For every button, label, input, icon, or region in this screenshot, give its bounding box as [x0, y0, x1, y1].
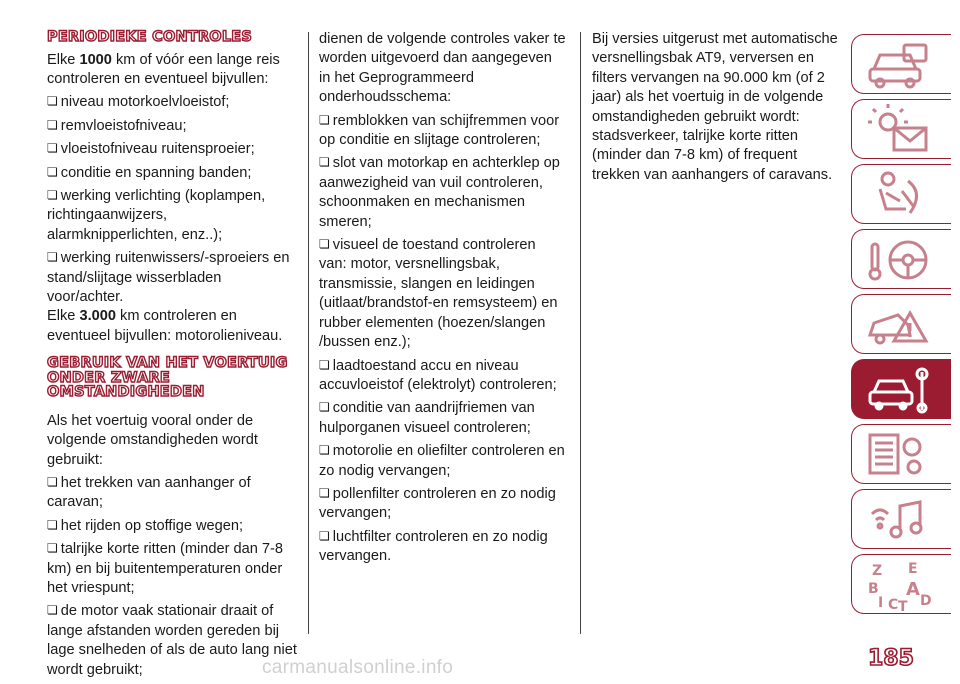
tab-safety[interactable]	[851, 164, 951, 224]
list-item: ❏ talrijke korte ritten (minder dan 7-8 km) en bij buitentemperaturen onder het vriespunt;	[47, 540, 299, 598]
paragraph-intro: Elke 1000 km of vóór een lange reis controleren en eventueel bijvullen:	[47, 51, 280, 87]
tab-index[interactable]	[851, 554, 951, 614]
heading-periodieke-controles: PERIODIEKE CONTROLES	[47, 29, 253, 45]
svg-text:T: T	[898, 599, 908, 611]
chapter-tabs	[851, 34, 953, 619]
tab-dashboard[interactable]	[851, 34, 951, 94]
paragraph-conditions: Als het voertuig vooral onder de volgende omstandigheden wordt gebruikt:	[47, 412, 258, 468]
list-item: ❏ slot van motorkap en achterklep op aanwezigheid van vuil controleren, schoonmaken en mechanismen smeren;	[319, 154, 567, 232]
list-item: ❏ pollenfilter controleren en zo nodig vervangen;	[319, 485, 567, 524]
list-item: ❏ laadtoestand accu en niveau accuvloeistof (elektrolyt) controleren;	[319, 357, 567, 396]
list-item: ❏ de motor vaak stationair draait of lange afstanden worden gereden bij lage snelheden of als de auto lang niet wordt gebruikt;	[47, 602, 299, 680]
paragraph-at9: Bij versies uitgerust met automatische versnellingsbak AT9, verversen en filters vervangen na 90.000 km (of 2 jaar) als het voertuig in de volgende omstandigheden gebruikt wordt: stadsverkeer, talrijke korte ritten (minder dan 7-8 km) of frequent trekken van aanhangers of caravans.	[592, 31, 838, 183]
list-item: ❏ conditie en spanning banden;	[47, 164, 299, 183]
car-wrench-icon	[864, 364, 934, 416]
column-divider	[308, 32, 309, 634]
list-item: ❏ luchtfilter controleren en zo nodig vervangen.	[319, 528, 567, 567]
multimedia-icon	[864, 494, 934, 546]
heading-zware-omstandigheden: GEBRUIK VAN HET VOERTUIG ONDER ZWARE OMSTANDIGHEDEN	[47, 355, 288, 401]
airbag-seat-icon	[864, 169, 934, 221]
list-item: ❏ het trekken van aanhanger of caravan;	[47, 474, 299, 513]
list-item: ❏ remvloeistofniveau;	[47, 117, 299, 136]
tab-multimedia[interactable]	[851, 489, 951, 549]
svg-text:C: C	[888, 597, 899, 611]
column-3	[592, 30, 842, 189]
svg-text:E: E	[908, 561, 918, 577]
paragraph-intro-col2: dienen de volgende controles vaker te worden uitgevoerd dan aangegeven in het Geprogrammeerd onderhoudsschema:	[319, 31, 566, 106]
list-item: ❏ vloeistofniveau ruitensproeier;	[47, 140, 299, 159]
tab-technical-data[interactable]	[851, 424, 951, 484]
svg-text:D: D	[920, 593, 932, 609]
column-divider	[580, 32, 581, 634]
warning-light-message-icon	[864, 104, 934, 156]
alphabet-index-icon	[864, 559, 934, 611]
tab-starting-driving[interactable]	[851, 229, 951, 289]
column-1	[47, 30, 299, 684]
car-dashboard-icon	[864, 39, 934, 91]
paragraph-3000km: Elke 3.000 km controleren en eventueel bijvullen: motorolieniveau.	[47, 308, 283, 344]
car-crash-warning-icon	[864, 299, 934, 351]
list-item: ❏ werking verlichting (koplampen, richtingaanwijzers, alarmknipperlichten, enz..);	[47, 187, 299, 245]
steering-wheel-key-icon	[864, 234, 934, 286]
list-item: ❏ conditie van aandrijfriemen van hulporganen visueel controleren;	[319, 399, 567, 438]
list-item: ❏ het rijden op stoffige wegen;	[47, 517, 299, 536]
watermark: carmanualsonline.info	[262, 657, 454, 678]
list-item: ❏ remblokken van schijfremmen voor op conditie en slijtage controleren;	[319, 112, 567, 151]
svg-text:A: A	[906, 579, 920, 600]
svg-text:I: I	[878, 595, 884, 611]
page-number: 185	[868, 646, 914, 671]
column-2	[319, 30, 567, 571]
tab-maintenance[interactable]	[851, 359, 951, 419]
list-item: ❏ motorolie en oliefilter controleren en zo nodig vervangen;	[319, 442, 567, 481]
tab-warning-lights[interactable]	[851, 99, 951, 159]
svg-text:Z: Z	[872, 563, 883, 579]
data-gear-icon	[864, 429, 934, 481]
list-item: ❏ niveau motorkoelvloeistof;	[47, 93, 299, 112]
list-item: ❏ visueel de toestand controleren van: motor, versnellingsbak, transmissie, slangen en leidingen (uitlaat/brandstof-en remsysteem) en rubber elementen (hoezen/slangen /bussen enz.);	[319, 236, 567, 352]
svg-text:B: B	[868, 581, 879, 597]
tab-emergency[interactable]	[851, 294, 951, 354]
list-item: ❏ werking ruitenwissers/-sproeiers en stand/slijtage wisserbladen voor/achter.	[47, 249, 299, 307]
